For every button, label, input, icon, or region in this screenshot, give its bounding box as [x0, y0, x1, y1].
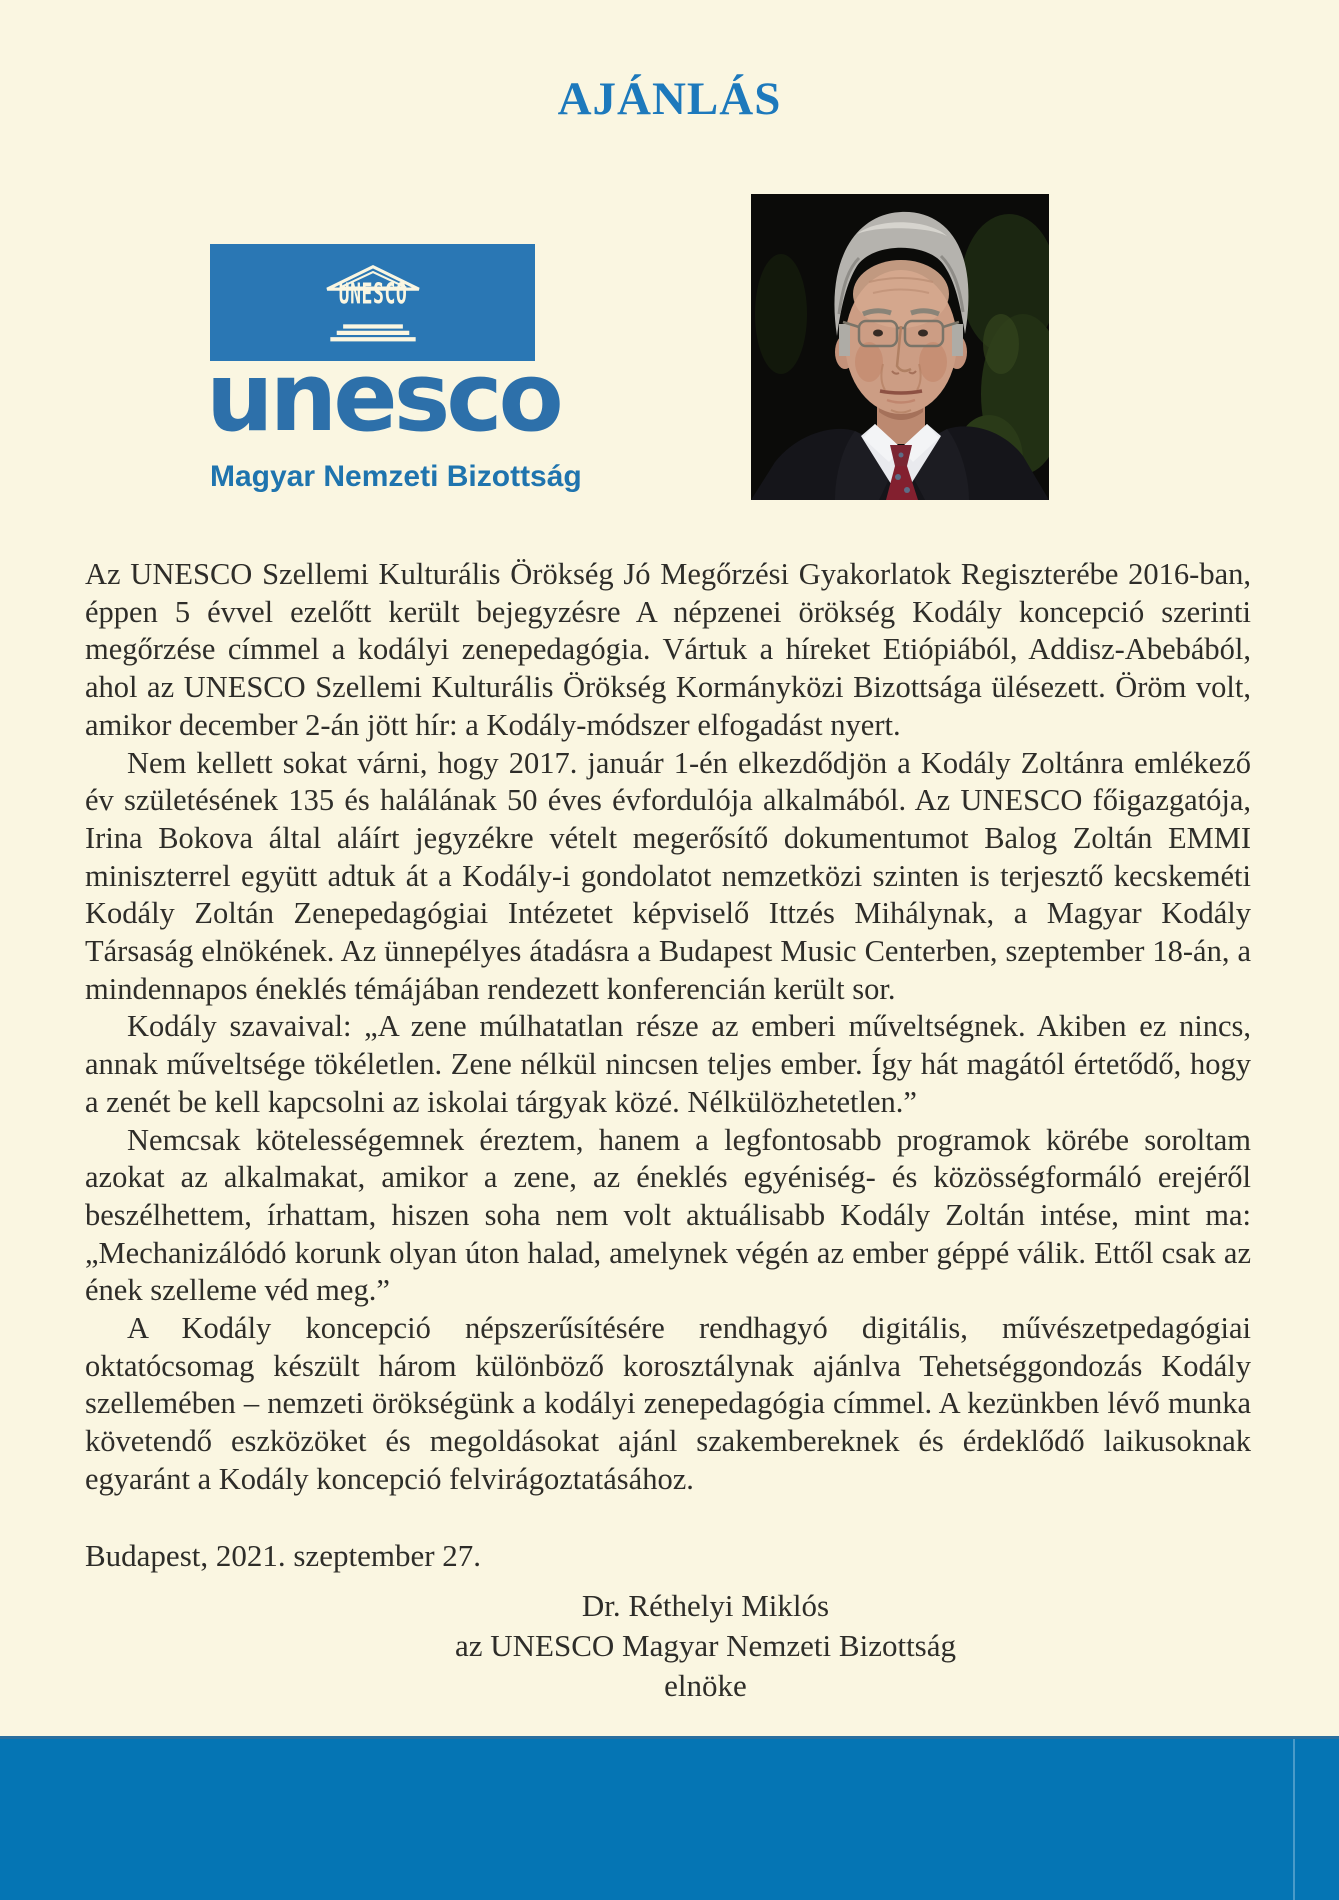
portrait-photo — [751, 194, 1049, 500]
page-title: AJÁNLÁS — [557, 73, 782, 125]
footer-band-seam — [1293, 1739, 1295, 1900]
letter-body — [85, 556, 1251, 1544]
paragraph-2: Nem kellett sokat várni, hogy 2017. január 1-én elkezdődjön a Kodály Zoltánra emlékező év születésének 135 és halálának 50 éves évfordulója alkalmából. Az UNESCO főigazgatója, Irina Bokova által aláírt jegyzékre vételt megerősítő dokumentumot Balog Zoltán EMMI miniszterrel együtt adtuk át a Kodály-i gondolatot nemzetközi szinten is terjesztő kecskeméti Kodály Zoltán Zenepedagógiai Intézetet képviselő Ittzés Mihálynak, a Magyar Kodály Társaság elnökének. Az ünnepélyes átadásra a Budapest Music Centerben, szeptember 18-án, a mindennapos éneklés témájában rendezett konferencián került sor. — [85, 745, 1251, 1006]
signature-name: Dr. Réthelyi Miklós — [581, 1588, 830, 1623]
dateline: Budapest, 2021. szeptember 27. — [85, 1538, 482, 1573]
logo-subtitle: Magyar Nemzeti Bizottság — [210, 460, 582, 493]
paragraph-1: Az UNESCO Szellemi Kulturális Örökség Jó Megőrzési Gyakorlatok Regiszterébe 2016-ban, éppen 5 évvel ezelőtt került bejegyzésre A népzenei örökség Kodály koncepció szerinti megőrzése címmel a kodályi zenepedagógia. Vártuk a híreket Etiópiából, Addisz-Abebából, ahol az UNESCO Szellemi Kulturális Örökség Kormányközi Bizottsága ülésezett. Öröm volt, amikor december 2-án jött hír: a Kodály-módszer elfogadást nyert. — [85, 557, 1251, 742]
signature-role: elnöke — [664, 1668, 747, 1703]
paragraph-3: Kodály szavaival: „A zene múlhatatlan része az emberi műveltségnek. Akiben ez nincs, annak műveltsége tökéletlen. Zene nélkül nincsen teljes ember. Így hát magától értetődő, hogy a zenét be kell kapcsolni az iskolai tárgyak közé. Nélkülözhetetlen.” — [85, 1009, 1251, 1119]
unesco-wordmark: unesco — [206, 343, 560, 453]
signature-organization: az UNESCO Magyar Nemzeti Bizottság — [454, 1628, 957, 1663]
paragraph-4: Nemcsak kötelességemnek éreztem, hanem a legfontosabb programok körébe soroltam azokat az alkalmakat, amikor a zene, az éneklés egyéniség- és közösségformáló erejéről beszélhettem, írhattam, hiszen soha nem volt aktuálisabb Kodály Zoltán intése, mint ma: „Mechanizálódó korunk olyan úton halad, amelynek végén az ember géppé válik. Ettől csak az ének szelleme véd meg.” — [85, 1122, 1251, 1308]
footer-band — [0, 1736, 1339, 1900]
signature-block — [0, 1586, 1339, 1706]
unesco-temple-letters: UNESCO — [338, 276, 407, 311]
unesco-temple-icon — [325, 264, 421, 342]
paragraph-5: A Kodály koncepció népszerűsítésére rendhagyó digitális, művészetpedagógiai oktatócsomag készült három különböző korosztálynak ajánlva Tehetséggondozás Kodály szellemében – nemzeti örökségünk a kodályi zenepedagógia címmel. A kezünkben lévő munka követendő eszközöket és megoldásokat ajánl szakembereknek és érdeklődő laikusoknak egyaránt a Kodály koncepció felvirágoztatásához. — [85, 1311, 1251, 1496]
